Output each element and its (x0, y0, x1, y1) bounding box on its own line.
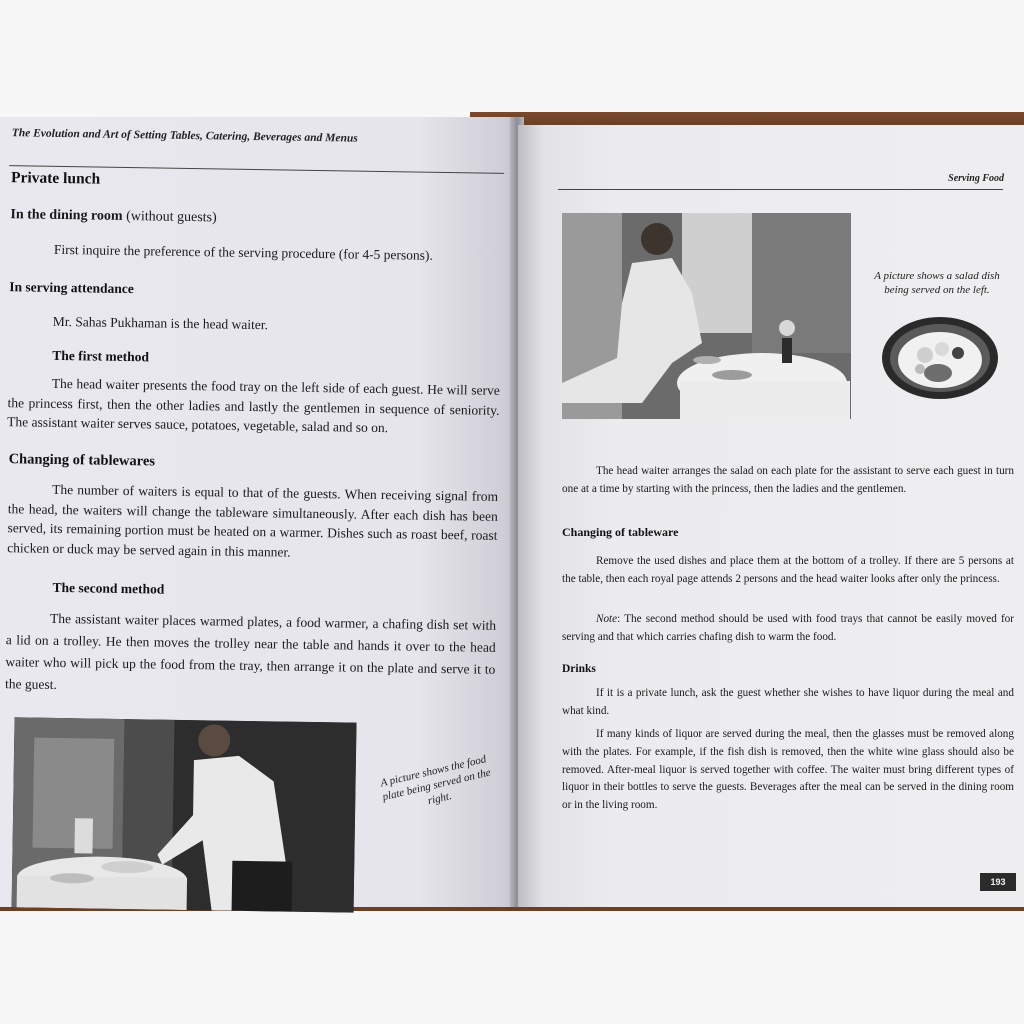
drinks-heading: Drinks (562, 663, 596, 675)
changing-tableware-text: Remove the used dishes and place them at the bottom of a trolley. If there are 5 persons at the table, then each royal page attends 2 persons and the head waiter looks after only the princess. (562, 555, 1014, 585)
first-method-heading: The first method (52, 347, 150, 365)
changing-tableware-heading: Changing of tableware (562, 525, 679, 539)
left-photo-caption: A picture shows the food plate being served on the right. (379, 753, 492, 808)
head-waiter-line: Mr. Sahas Pukhaman is the head waiter. (52, 313, 269, 333)
dining-room-heading: In the dining room (without guests) (10, 207, 217, 226)
second-method-text: The assistant waiter places warmed plates, a food warmer, a chafing dish set with a lid on a trolley. He then moves the trolley near the table and hands it over to the head waiter who will pick up the food from the tray, then arrange it on the plate and serve it to the guest. (4, 610, 497, 692)
left-page-content (0, 117, 520, 915)
salad-text: The head waiter arranges the salad on each plate for the assistant to serve each guest in turn one at a time by starting with the princess, then the ladies and the gentlemen. (562, 465, 1014, 495)
background-top (0, 0, 1024, 118)
drinks-text-2: If many kinds of liquor are served during the meal, then the glasses must be removed along with the plates. For example, if the fish dish is removed, then the white wine glass should also be removed. After-meal liquor is served together with coffee. The waiter must bring different types of liquor in their bottles to serve the guests. Beverages after the meal can be served in the dining room or in the living room. (562, 728, 1014, 812)
page-title: Private lunch (10, 169, 101, 188)
waiter-serving-salad-photo (562, 213, 851, 419)
right-page-content (518, 125, 1024, 907)
right-header-rule (558, 189, 1003, 190)
changing-tablewares-text: The number of waiters is equal to that of the guests. When receiving signal from the head, the waiters will change the tableware simultaneously. After each dish has been served, its remaining portion must be heated on a warmer. Dishes such as roast beef, roast chicken or duck may be served again in this manner. (7, 481, 499, 560)
background-bottom (0, 906, 1024, 1024)
right-running-head: Serving Food (948, 173, 1004, 184)
second-method-heading: The second method (52, 579, 165, 597)
inquire-text: First inquire the preference of the serving procedure (for 4-5 persons). (53, 241, 433, 263)
salad-service-photo-illustration (562, 213, 851, 419)
attendance-heading: In serving attendance (9, 279, 134, 297)
changing-tablewares-heading: Changing of tablewares (8, 451, 156, 470)
left-page (0, 117, 520, 907)
waiter-photo-illustration (12, 717, 357, 912)
note-text: : The second method should be used with food trays that cannot be easily moved for serving and that which carries chafing dish to warm the food. (562, 613, 1014, 643)
note-paragraph (562, 611, 1014, 647)
salad-plate-image (880, 315, 1000, 401)
waiter-serving-right-photo (12, 717, 357, 912)
right-page (518, 125, 1024, 907)
right-photo-caption: A picture shows a salad dish being served on the left. (874, 270, 1000, 296)
first-method-text: The head waiter presents the food tray on the left side of each guest. He will serve the princess first, then the other ladies and lastly the gentlemen in sequence of seniority. The assistant waiter serves sauce, potatoes, vegetable, salad and so on. (7, 375, 500, 436)
page-number: 193 (980, 873, 1016, 891)
note-label: Note (596, 613, 618, 625)
drinks-text-1: If it is a private lunch, ask the guest whether she wishes to have liquor during the meal and what kind. (562, 687, 1014, 717)
left-running-head: The Evolution and Art of Setting Tables, Catering, Beverages and Menus (11, 127, 358, 145)
